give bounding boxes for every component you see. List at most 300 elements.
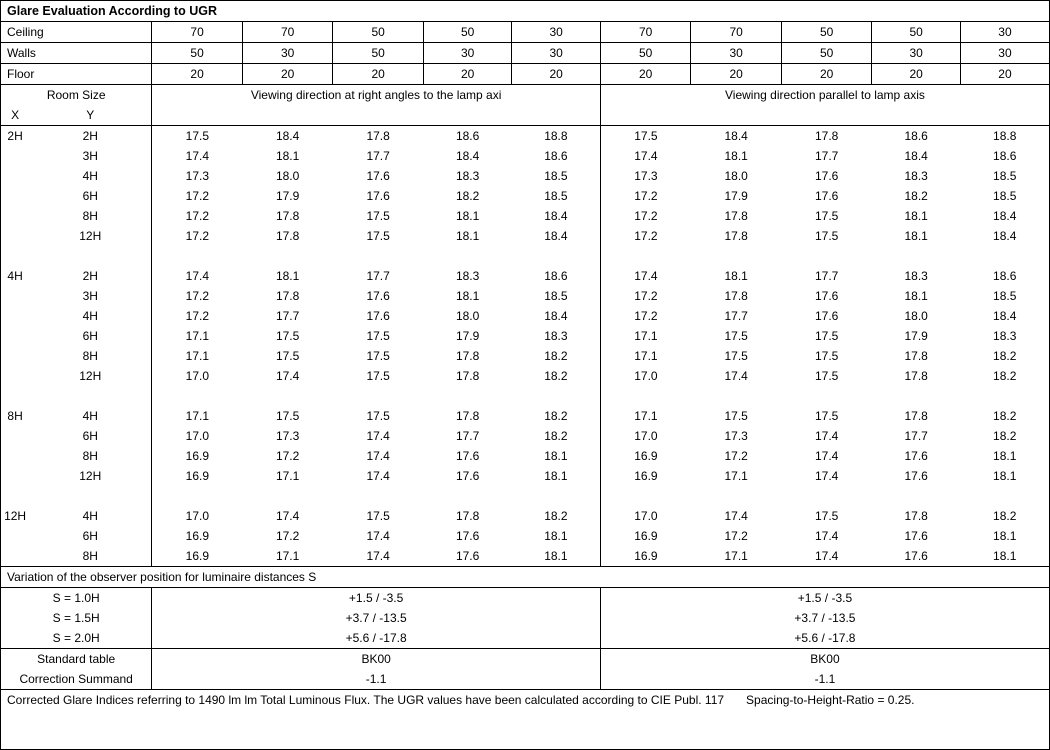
walls-value: 50 (781, 43, 872, 64)
row-x-empty (1, 186, 29, 206)
ugr-table (1, 1, 1049, 710)
reflectance-row-floor (1, 64, 1049, 85)
row-y: 6H (82, 189, 98, 203)
ugr-value: 18.2 (544, 509, 568, 523)
row-y: 6H (82, 329, 98, 343)
title-row (1, 1, 1049, 22)
ugr-value: 17.4 (600, 146, 691, 166)
standard-table-value-parallel: BK00 (600, 649, 1049, 670)
row-y: 4H (82, 169, 98, 183)
ugr-value: 17.0 (152, 366, 243, 386)
ugr-value: 17.2 (152, 226, 243, 246)
ugr-value: 17.2 (600, 306, 691, 326)
row-x-empty (1, 426, 29, 446)
ugr-value: 18.5 (544, 189, 568, 203)
spacer-cell (152, 246, 601, 266)
ugr-value: 18.3 (904, 269, 928, 283)
ugr-value: 17.8 (455, 409, 480, 423)
ugr-value: 17.4 (366, 449, 390, 463)
variation-value-parallel: +3.7 / -13.5 (600, 608, 1049, 628)
ugr-value: 17.2 (724, 449, 748, 463)
ugr-value: 17.9 (904, 329, 928, 343)
ugr-value: 18.8 (544, 129, 568, 143)
ugr-value: 17.4 (152, 146, 243, 166)
direction-header-parallel: Viewing direction parallel to lamp axis (600, 85, 1049, 106)
reflectance-label-walls: Walls (1, 43, 152, 64)
ugr-value: 17.8 (275, 209, 300, 223)
ugr-value: 17.4 (366, 429, 390, 443)
ugr-value: 17.8 (815, 129, 839, 143)
ugr-value: 17.1 (275, 469, 300, 483)
ceiling-value: 70 (600, 22, 691, 43)
ugr-value: 17.6 (904, 529, 928, 543)
ugr-value: 17.3 (275, 429, 300, 443)
ceiling-value: 50 (333, 22, 424, 43)
row-y: 12H (79, 229, 102, 243)
ugr-value: 17.9 (275, 189, 300, 203)
ugr-value: 17.6 (904, 449, 928, 463)
ugr-value: 17.4 (366, 529, 390, 543)
variation-label: S = 1.5H (52, 611, 100, 625)
variation-row (1, 608, 1049, 628)
ugr-value: 18.4 (904, 149, 928, 163)
data-row (1, 266, 1049, 286)
variation-row (1, 588, 1049, 609)
data-row (1, 326, 1049, 346)
walls-value: 50 (152, 43, 243, 64)
walls-value: 30 (872, 43, 961, 64)
row-y: 3H (82, 149, 98, 163)
row-x-empty (1, 286, 29, 306)
reflectance-row-walls (1, 43, 1049, 64)
ugr-value: 17.8 (455, 349, 480, 363)
ugr-value: 17.2 (152, 206, 243, 226)
ugr-value: 18.5 (544, 289, 568, 303)
ugr-value: 18.0 (904, 309, 928, 323)
data-row (1, 526, 1049, 546)
row-y: 3H (82, 289, 98, 303)
variation-header: Variation of the observer position for luminaire distances S (1, 567, 1049, 588)
ugr-value: 18.1 (993, 529, 1017, 543)
ugr-value: 17.5 (724, 329, 748, 343)
ugr-value: 17.6 (366, 309, 390, 323)
ugr-value: 17.6 (455, 469, 480, 483)
ugr-value: 17.4 (366, 469, 390, 483)
ugr-value: 18.3 (993, 329, 1017, 343)
ugr-value: 17.6 (904, 469, 928, 483)
data-row (1, 406, 1049, 426)
axis-header-row (1, 105, 1049, 126)
ugr-value: 18.2 (455, 189, 480, 203)
ugr-value: 17.7 (455, 429, 480, 443)
ugr-value: 18.5 (993, 189, 1017, 203)
ugr-value: 17.2 (152, 286, 243, 306)
floor-value: 20 (691, 64, 782, 85)
floor-value: 20 (960, 64, 1049, 85)
ugr-value: 17.5 (366, 349, 390, 363)
ugr-value: 17.7 (815, 149, 839, 163)
page-title: Glare Evaluation According to UGR (1, 1, 1049, 22)
data-row (1, 126, 1049, 147)
ugr-value: 17.7 (275, 309, 300, 323)
ugr-value: 17.4 (815, 529, 839, 543)
ceiling-value: 70 (242, 22, 333, 43)
ugr-value: 17.4 (815, 549, 839, 563)
reflectance-row-ceiling (1, 22, 1049, 43)
ugr-value: 17.6 (815, 309, 839, 323)
row-x-empty (1, 346, 29, 366)
walls-value: 30 (960, 43, 1049, 64)
ugr-value: 18.1 (544, 469, 568, 483)
ugr-value: 17.2 (724, 529, 748, 543)
row-x: 4H (7, 269, 23, 283)
ugr-value: 18.1 (993, 549, 1017, 563)
ugr-value: 18.1 (544, 549, 568, 563)
ugr-value: 17.5 (600, 126, 691, 147)
variation-row (1, 628, 1049, 649)
ugr-value: 17.2 (600, 186, 691, 206)
ugr-value: 17.7 (724, 309, 748, 323)
ugr-value: 18.2 (993, 429, 1017, 443)
ugr-value: 18.1 (724, 149, 748, 163)
ugr-value: 18.2 (544, 409, 568, 423)
ugr-value: 18.6 (904, 129, 928, 143)
ugr-value: 17.1 (600, 346, 691, 366)
ugr-value: 17.7 (815, 269, 839, 283)
ugr-value: 17.6 (455, 529, 480, 543)
walls-value: 30 (423, 43, 512, 64)
correction-summand-value-parallel: -1.1 (600, 669, 1049, 690)
row-x-empty (1, 166, 29, 186)
ugr-value: 17.3 (724, 429, 748, 443)
row-x-empty (1, 206, 29, 226)
ugr-value: 17.8 (275, 289, 300, 303)
spacer-cell (1, 246, 29, 266)
ugr-value: 18.1 (455, 289, 480, 303)
ugr-value: 17.1 (152, 326, 243, 346)
ugr-value: 17.4 (815, 469, 839, 483)
row-y: 4H (82, 409, 98, 423)
data-row (1, 186, 1049, 206)
ugr-value: 17.1 (152, 346, 243, 366)
ugr-value: 17.7 (904, 429, 928, 443)
ugr-value: 18.1 (993, 449, 1017, 463)
spacer-cell (152, 486, 601, 506)
ugr-value: 17.5 (275, 349, 300, 363)
ugr-value: 18.5 (544, 169, 568, 183)
walls-value: 50 (600, 43, 691, 64)
ugr-value: 18.4 (993, 229, 1017, 243)
ugr-value: 17.6 (366, 189, 390, 203)
ugr-value: 17.8 (455, 369, 480, 383)
ugr-value: 18.2 (544, 349, 568, 363)
ugr-value: 17.5 (366, 509, 390, 523)
row-x: 12H (4, 509, 27, 523)
ugr-value: 18.2 (993, 349, 1017, 363)
ugr-value: 18.1 (455, 209, 480, 223)
ugr-value: 16.9 (600, 526, 691, 546)
ugr-value: 18.4 (544, 209, 568, 223)
reflectance-label-floor: Floor (1, 64, 152, 85)
ugr-value: 18.4 (455, 149, 480, 163)
ugr-value: 17.0 (152, 426, 243, 446)
ugr-value: 17.8 (904, 409, 928, 423)
ugr-value: 17.5 (366, 369, 390, 383)
ugr-value: 17.8 (904, 349, 928, 363)
data-row (1, 506, 1049, 526)
variation-header-row (1, 567, 1049, 588)
ugr-value: 17.4 (815, 449, 839, 463)
room-size-header: Room Size (46, 88, 106, 102)
row-x: 8H (7, 409, 23, 423)
ugr-value: 18.1 (904, 289, 928, 303)
ugr-value: 18.6 (455, 129, 480, 143)
ugr-value: 18.5 (993, 169, 1017, 183)
row-y: 8H (82, 209, 98, 223)
ugr-value: 17.4 (600, 266, 691, 286)
data-row (1, 466, 1049, 486)
ugr-value: 18.6 (544, 269, 568, 283)
ugr-value: 17.2 (275, 449, 300, 463)
group-spacer (1, 486, 1049, 506)
ugr-value: 17.1 (724, 549, 748, 563)
ugr-value: 18.1 (275, 149, 300, 163)
ugr-value: 16.9 (600, 446, 691, 466)
ugr-value: 17.9 (724, 189, 748, 203)
ugr-value: 17.5 (815, 509, 839, 523)
floor-value: 20 (600, 64, 691, 85)
spacer-cell (29, 386, 152, 406)
spacer-cell (600, 486, 1049, 506)
ugr-value: 17.1 (600, 406, 691, 426)
ugr-value: 17.9 (455, 329, 480, 343)
spacer-cell (29, 246, 152, 266)
ugr-value: 17.0 (600, 366, 691, 386)
correction-summand-value-right-angles: -1.1 (152, 669, 601, 690)
ceiling-value: 70 (691, 22, 782, 43)
ugr-value: 18.1 (275, 269, 300, 283)
spacer-cell (1, 386, 29, 406)
row-y: 6H (82, 529, 98, 543)
ugr-value: 17.7 (366, 269, 390, 283)
ugr-value: 17.1 (152, 406, 243, 426)
ugr-value: 18.4 (275, 129, 300, 143)
correction-summand-label: Correction Summand (19, 672, 133, 686)
ugr-value: 17.5 (152, 126, 243, 147)
ugr-value: 17.2 (152, 306, 243, 326)
row-x-empty (1, 146, 29, 166)
ugr-value: 17.5 (275, 329, 300, 343)
ugr-value: 18.2 (904, 189, 928, 203)
ugr-value: 18.3 (455, 169, 480, 183)
walls-value: 30 (512, 43, 601, 64)
ugr-value: 17.5 (724, 409, 748, 423)
walls-value: 50 (333, 43, 424, 64)
spacer-cell (152, 386, 601, 406)
data-row (1, 306, 1049, 326)
ugr-value: 17.5 (366, 229, 390, 243)
spacer-cell (600, 386, 1049, 406)
ugr-value: 17.5 (366, 329, 390, 343)
ugr-value: 16.9 (152, 546, 243, 567)
ugr-value: 17.0 (152, 506, 243, 526)
ugr-value: 18.6 (993, 149, 1017, 163)
walls-value: 30 (242, 43, 333, 64)
floor-value: 20 (872, 64, 961, 85)
ugr-value: 17.2 (275, 529, 300, 543)
ugr-value: 17.4 (724, 369, 748, 383)
row-y: 4H (82, 509, 98, 523)
row-x: 2H (7, 129, 23, 143)
data-row (1, 546, 1049, 567)
data-row (1, 286, 1049, 306)
header-underline-right-angles (152, 105, 601, 126)
ugr-value: 17.5 (815, 209, 839, 223)
ugr-value: 17.5 (815, 349, 839, 363)
ugr-value: 16.9 (152, 446, 243, 466)
data-row (1, 226, 1049, 246)
floor-value: 20 (333, 64, 424, 85)
floor-value: 20 (423, 64, 512, 85)
ugr-value: 18.3 (455, 269, 480, 283)
row-x-empty (1, 366, 29, 386)
footnote-row (1, 690, 1049, 711)
ugr-value: 17.8 (724, 289, 748, 303)
ugr-value: 17.5 (275, 409, 300, 423)
ugr-value: 17.0 (600, 426, 691, 446)
ugr-value: 17.4 (152, 266, 243, 286)
ugr-value: 17.1 (275, 549, 300, 563)
ugr-value: 18.2 (544, 429, 568, 443)
ugr-value: 18.4 (993, 309, 1017, 323)
ugr-value: 18.1 (544, 529, 568, 543)
reflectance-label-ceiling: Ceiling (1, 22, 152, 43)
ugr-value: 17.6 (815, 189, 839, 203)
ugr-value: 17.2 (600, 286, 691, 306)
floor-value: 20 (152, 64, 243, 85)
direction-header-right-angles: Viewing direction at right angles to the lamp axi (152, 85, 601, 106)
ugr-value: 18.5 (993, 289, 1017, 303)
ugr-value: 16.9 (600, 466, 691, 486)
ugr-value: 18.2 (993, 509, 1017, 523)
row-x-empty (1, 466, 29, 486)
standard-table-value-right-angles: BK00 (152, 649, 601, 670)
spacer-cell (29, 486, 152, 506)
row-x-empty (1, 306, 29, 326)
ugr-value: 17.2 (152, 186, 243, 206)
data-row (1, 446, 1049, 466)
ugr-value: 17.8 (455, 509, 480, 523)
ugr-value: 17.1 (724, 469, 748, 483)
ceiling-value: 50 (423, 22, 512, 43)
header-underline-parallel (600, 105, 1049, 126)
ugr-value: 18.1 (993, 469, 1017, 483)
ugr-value: 17.8 (724, 209, 748, 223)
ugr-value: 18.4 (544, 309, 568, 323)
ugr-value: 17.8 (904, 369, 928, 383)
ugr-value: 17.8 (275, 229, 300, 243)
ugr-value: 18.6 (544, 149, 568, 163)
row-x-empty (1, 326, 29, 346)
variation-label: S = 1.0H (52, 591, 100, 605)
walls-value: 30 (691, 43, 782, 64)
data-row (1, 366, 1049, 386)
ugr-value: 17.4 (724, 509, 748, 523)
ugr-value: 16.9 (600, 546, 691, 567)
ugr-value: 16.9 (152, 466, 243, 486)
row-y: 8H (82, 349, 98, 363)
row-y: 2H (82, 129, 98, 143)
floor-value: 20 (242, 64, 333, 85)
ugr-value: 17.5 (366, 409, 390, 423)
ugr-value: 17.5 (815, 409, 839, 423)
ugr-value: 17.4 (366, 549, 390, 563)
ceiling-value: 30 (512, 22, 601, 43)
ugr-value: 17.4 (275, 509, 300, 523)
ugr-value: 16.9 (152, 526, 243, 546)
group-spacer (1, 246, 1049, 266)
ugr-value: 18.4 (724, 129, 748, 143)
ugr-value: 17.2 (600, 226, 691, 246)
variation-value-right-angles: +3.7 / -13.5 (152, 608, 601, 628)
variation-value-right-angles: +1.5 / -3.5 (152, 588, 601, 609)
ugr-value: 18.1 (724, 269, 748, 283)
standard-table-row (1, 649, 1049, 670)
ugr-value: 17.6 (366, 289, 390, 303)
ugr-value: 17.2 (600, 206, 691, 226)
ugr-value: 18.2 (993, 369, 1017, 383)
data-row (1, 166, 1049, 186)
section-header-row (1, 85, 1049, 106)
ugr-value: 17.0 (600, 506, 691, 526)
ugr-value: 17.6 (455, 549, 480, 563)
ceiling-value: 70 (152, 22, 243, 43)
ugr-value: 18.6 (993, 269, 1017, 283)
row-x-empty (1, 546, 29, 567)
ugr-value: 17.8 (904, 509, 928, 523)
ugr-value: 17.5 (366, 209, 390, 223)
spacer-cell (1, 486, 29, 506)
variation-value-parallel: +5.6 / -17.8 (600, 628, 1049, 649)
ugr-value: 17.3 (152, 166, 243, 186)
row-y: 12H (79, 469, 102, 483)
data-row (1, 346, 1049, 366)
footnote (1, 690, 1049, 711)
ugr-value: 17.6 (366, 169, 390, 183)
ugr-value: 18.8 (993, 129, 1017, 143)
ugr-value: 18.3 (904, 169, 928, 183)
row-y: 12H (79, 369, 102, 383)
data-row (1, 146, 1049, 166)
ugr-value: 18.1 (904, 229, 928, 243)
ugr-value: 17.6 (455, 449, 480, 463)
data-row (1, 426, 1049, 446)
floor-value: 20 (512, 64, 601, 85)
ugr-value: 18.1 (544, 449, 568, 463)
row-y: 2H (82, 269, 98, 283)
ugr-value: 18.0 (275, 169, 300, 183)
group-spacer (1, 386, 1049, 406)
variation-value-right-angles: +5.6 / -17.8 (152, 628, 601, 649)
ugr-value: 18.3 (544, 329, 568, 343)
ugr-value: 17.1 (600, 326, 691, 346)
floor-value: 20 (781, 64, 872, 85)
ugr-value: 18.0 (455, 309, 480, 323)
ugr-value: 18.1 (904, 209, 928, 223)
footnote-spacing: Spacing-to-Height-Ratio = 0.25. (746, 693, 915, 707)
ceiling-value: 50 (872, 22, 961, 43)
ugr-value: 17.4 (275, 369, 300, 383)
